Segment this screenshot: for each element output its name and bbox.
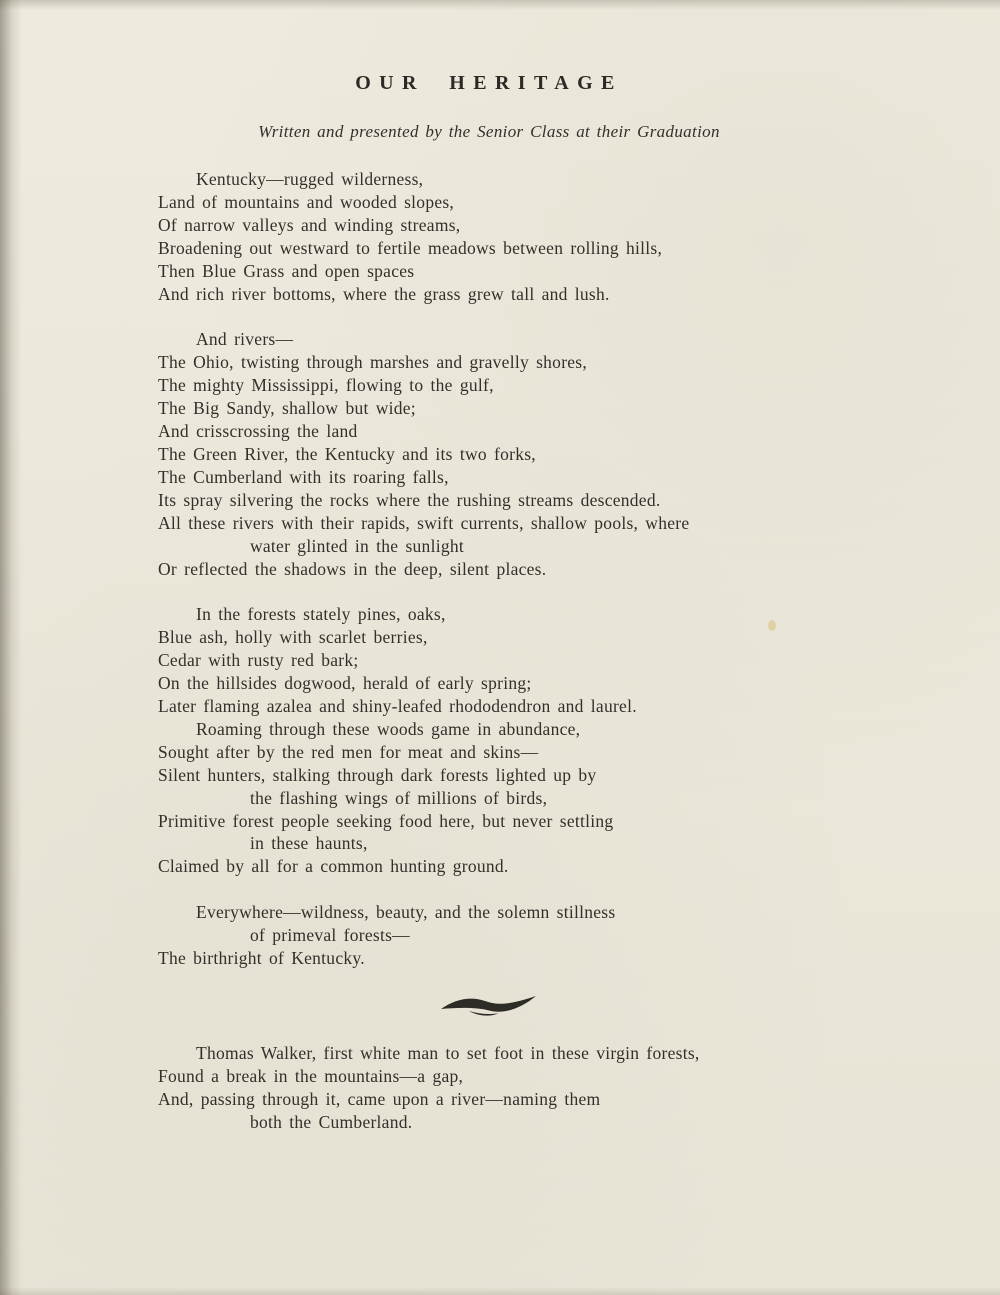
page-bottom-shadow bbox=[0, 1287, 1000, 1295]
poem-line: Blue ash, holly with scarlet berries, bbox=[158, 627, 428, 648]
poem-line: Roaming through these woods game in abundance, bbox=[196, 718, 581, 739]
poem-line: Land of mountains and wooded slopes, bbox=[158, 191, 455, 212]
poem-line: In the forests stately pines, oaks, bbox=[196, 604, 446, 625]
page-subtitle: Written and presented by the Senior Class at their Graduation bbox=[258, 122, 720, 141]
poem-line: On the hillsides dogwood, herald of early spring; bbox=[158, 673, 532, 694]
stanza bbox=[158, 328, 820, 580]
poem-line: Broadening out westward to fertile meadows between rolling hills, bbox=[158, 237, 663, 258]
poem-line: All these rivers with their rapids, swift currents, shallow pools, where bbox=[158, 512, 690, 533]
page-binding-shadow bbox=[0, 0, 22, 1295]
poem-line: The birthright of Kentucky. bbox=[158, 948, 365, 969]
poem-line: The Green River, the Kentucky and its two forks, bbox=[158, 443, 536, 464]
poem-line: Primitive forest people seeking food here, but never settling bbox=[158, 810, 614, 831]
poem-line: Found a break in the mountains—a gap, bbox=[158, 1065, 464, 1086]
poem-line: And, passing through it, came upon a river—naming them bbox=[158, 1088, 601, 1109]
poem-line: The mighty Mississippi, flowing to the gulf, bbox=[158, 375, 494, 396]
poem-line: The Cumberland with its roaring falls, bbox=[158, 466, 449, 487]
poem-line: Kentucky—rugged wilderness, bbox=[196, 169, 424, 189]
stanza bbox=[158, 168, 820, 305]
poem-line: Cedar with rusty red bark; bbox=[158, 650, 359, 671]
poem-line: And rich river bottoms, where the grass grew tall and lush. bbox=[158, 283, 610, 304]
poem-line: Sought after by the red men for meat and skins— bbox=[158, 741, 539, 762]
poem bbox=[158, 168, 820, 1134]
poem-line: And rivers— bbox=[196, 329, 294, 350]
poem-line: Its spray silvering the rocks where the rushing streams descended. bbox=[158, 489, 661, 510]
bird-swash-ornament bbox=[158, 993, 820, 1018]
page-title: OUR HERITAGE bbox=[355, 72, 623, 94]
poem-line: Thomas Walker, first white man to set foot in these virgin forests, bbox=[196, 1042, 700, 1063]
bird-swash-icon bbox=[439, 994, 539, 1018]
poem-line: the flashing wings of millions of birds, bbox=[250, 787, 548, 808]
page-top-shadow bbox=[0, 0, 1000, 10]
poem-line: Or reflected the shadows in the deep, silent places. bbox=[158, 558, 547, 579]
poem-line: Silent hunters, stalking through dark forests lighted up by bbox=[158, 764, 597, 785]
poem-line: Then Blue Grass and open spaces bbox=[158, 260, 415, 281]
poem-line: Later flaming azalea and shiny-leafed rhododendron and laurel. bbox=[158, 696, 637, 717]
poem-line: Claimed by all for a common hunting ground. bbox=[158, 856, 509, 877]
poem-line: of primeval forests— bbox=[250, 925, 410, 946]
poem-line: And crisscrossing the land bbox=[158, 421, 358, 442]
stanza bbox=[158, 1042, 820, 1134]
poem-line: The Ohio, twisting through marshes and gravelly shores, bbox=[158, 352, 588, 373]
poem-line: Everywhere—wildness, beauty, and the solemn stillness bbox=[196, 902, 616, 923]
poem-line: Of narrow valleys and winding streams, bbox=[158, 214, 461, 235]
page-content bbox=[158, 72, 820, 1157]
closing-stanza bbox=[158, 1042, 820, 1134]
poem-stanzas bbox=[158, 168, 820, 970]
poem-line: both the Cumberland. bbox=[250, 1111, 413, 1132]
stanza bbox=[158, 901, 820, 970]
poem-line: The Big Sandy, shallow but wide; bbox=[158, 398, 416, 419]
stanza bbox=[158, 603, 820, 878]
poem-line: in these haunts, bbox=[250, 833, 368, 854]
poem-line: water glinted in the sunlight bbox=[250, 535, 464, 556]
